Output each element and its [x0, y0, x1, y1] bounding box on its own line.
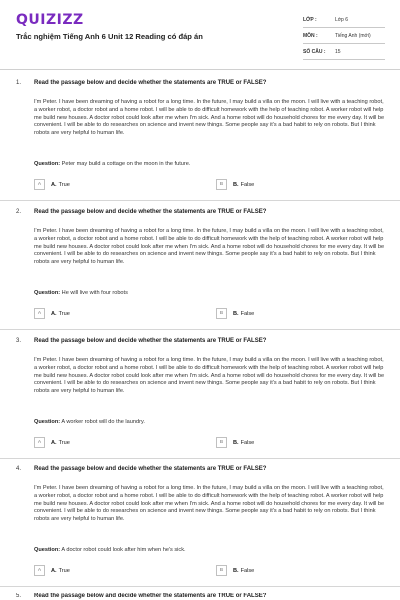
question-statement: [34, 161, 190, 167]
option-letter: B.: [233, 567, 239, 574]
statement-text: He will live with four robots: [61, 290, 128, 296]
option-text: True: [58, 439, 70, 446]
question-number: 3.: [16, 338, 22, 344]
question-divider: [0, 458, 400, 459]
meta-value: Tiếng Anh (mới): [335, 32, 371, 39]
option-letter: A.: [51, 310, 57, 317]
option-letter: A.: [51, 567, 57, 574]
meta-row-subject: [303, 28, 385, 44]
meta-label: MÔN :: [303, 32, 318, 39]
question-label: Question:: [34, 419, 61, 425]
meta-row-class: [303, 12, 385, 28]
statement-text: A worker robot will do the laundry.: [61, 419, 145, 425]
option-a-box[interactable]: A: [34, 437, 45, 448]
option-a[interactable]: [34, 308, 70, 319]
meta-value: Lớp 6: [335, 16, 349, 23]
question-passage: I'm Peter. I have been dreaming of having a robot for a long time. In the future, I may build a villa on the moon. I will live with a teaching robot, a worker robot, a doctor robot and a home robot. I will be able to do difficult homework with the help of teaching robot. A worker robot will help me build new houses. A doctor robot could look after me when I'm sick. And a home robot will do household chores for me every day. It will be convenient. I will be able to do researches on science and invent new things. Some people say it's a bad habit to rely on robots. But I think robots are very helpful to human life.: [34, 99, 385, 137]
quizizz-logo: QUIZIZZ: [16, 12, 84, 28]
question-passage: I'm Peter. I have been dreaming of having a robot for a long time. In the future, I may build a villa on the moon. I will live with a teaching robot, a worker robot, a doctor robot and a home robot. I will be able to do difficult homework with the help of teaching robot. A worker robot will help me build new houses. A doctor robot could look after me when I'm sick. And a home robot will do household chores for me every day. It will be convenient. I will be able to do researches on science and invent new things. Some people say it's a bad habit to rely on robots. But I think robots are very helpful to human life.: [34, 485, 385, 523]
option-letter: B.: [233, 181, 239, 188]
option-letter: B.: [233, 439, 239, 446]
option-text: False: [240, 439, 255, 446]
question-instruction: Read the passage below and decide whether the statements are TRUE or FALSE?: [34, 209, 267, 215]
question-statement: [34, 547, 186, 553]
meta-label: SỐ CÂU :: [303, 48, 326, 55]
question-label: Question:: [34, 547, 61, 553]
question-passage: I'm Peter. I have been dreaming of having a robot for a long time. In the future, I may build a villa on the moon. I will live with a teaching robot, a worker robot, a doctor robot and a home robot. I will be able to do difficult homework with the help of teaching robot. A worker robot will help me build new houses. A doctor robot could look after me when I'm sick. And a home robot will do household chores for me every day. It will be convenient. I will be able to do researches on science and invent new things. Some people say it's a bad habit to rely on robots. But I think robots are very helpful to human life.: [34, 357, 385, 395]
option-text: True: [58, 181, 70, 188]
option-b[interactable]: [216, 179, 254, 190]
meta-label: LỚP :: [303, 16, 317, 23]
option-text: False: [240, 181, 255, 188]
option-b-box[interactable]: B: [216, 565, 227, 576]
option-b[interactable]: [216, 308, 254, 319]
question-number: 4.: [16, 466, 22, 472]
option-b-box[interactable]: B: [216, 308, 227, 319]
question-statement: [34, 290, 128, 296]
option-b[interactable]: [216, 437, 254, 448]
question-label: Question:: [34, 290, 61, 296]
option-a[interactable]: [34, 437, 70, 448]
meta-table: [303, 12, 385, 60]
question-instruction: Read the passage below and decide whether the statements are TRUE or FALSE?: [34, 593, 267, 599]
option-a[interactable]: [34, 565, 70, 576]
option-letter: A.: [51, 181, 57, 188]
question-5: [16, 593, 386, 600]
option-letter: A.: [51, 439, 57, 446]
statement-text: A doctor robot could look after him when he's sick.: [61, 547, 186, 553]
question-number: 5.: [16, 593, 22, 599]
question-number: 2.: [16, 209, 22, 215]
statement-text: Peter may build a cottage on the moon in the future.: [61, 161, 191, 167]
page-header: [0, 0, 400, 64]
option-letter: B.: [233, 310, 239, 317]
option-a-box[interactable]: A: [34, 308, 45, 319]
option-b-box[interactable]: B: [216, 179, 227, 190]
meta-value: 15: [335, 48, 341, 55]
question-instruction: Read the passage below and decide whether the statements are TRUE or FALSE?: [34, 466, 267, 472]
question-4: [16, 466, 386, 578]
question-number: 1.: [16, 80, 22, 86]
option-a-box[interactable]: A: [34, 565, 45, 576]
option-a[interactable]: [34, 179, 70, 190]
question-1: [16, 80, 386, 192]
question-divider: [0, 329, 400, 330]
question-passage: I'm Peter. I have been dreaming of having a robot for a long time. In the future, I may build a villa on the moon. I will live with a teaching robot, a worker robot, a doctor robot and a home robot. I will be able to do difficult homework with the help of teaching robot. A worker robot will help me build new houses. A doctor robot could look after me when I'm sick. And a home robot will do household chores for me every day. It will be convenient. I will be able to do researches on science and invent new things. Some people say it's a bad habit to rely on robots. But I think robots are very helpful to human life.: [34, 228, 385, 266]
question-instruction: Read the passage below and decide whether the statements are TRUE or FALSE?: [34, 80, 267, 86]
question-3: [16, 338, 386, 450]
option-b-box[interactable]: B: [216, 437, 227, 448]
question-2: [16, 209, 386, 321]
meta-row-count: [303, 44, 385, 60]
option-text: True: [58, 310, 70, 317]
option-a-box[interactable]: A: [34, 179, 45, 190]
document-title: Trắc nghiệm Tiếng Anh 6 Unit 12 Reading có đáp án: [16, 32, 203, 41]
option-text: False: [240, 310, 255, 317]
question-instruction: Read the passage below and decide whether the statements are TRUE or FALSE?: [34, 338, 267, 344]
question-divider: [0, 200, 400, 201]
header-divider: [0, 69, 400, 70]
question-statement: [34, 419, 145, 425]
option-text: True: [58, 567, 70, 574]
option-text: False: [240, 567, 255, 574]
option-b[interactable]: [216, 565, 254, 576]
question-divider: [0, 586, 400, 587]
question-label: Question:: [34, 161, 61, 167]
